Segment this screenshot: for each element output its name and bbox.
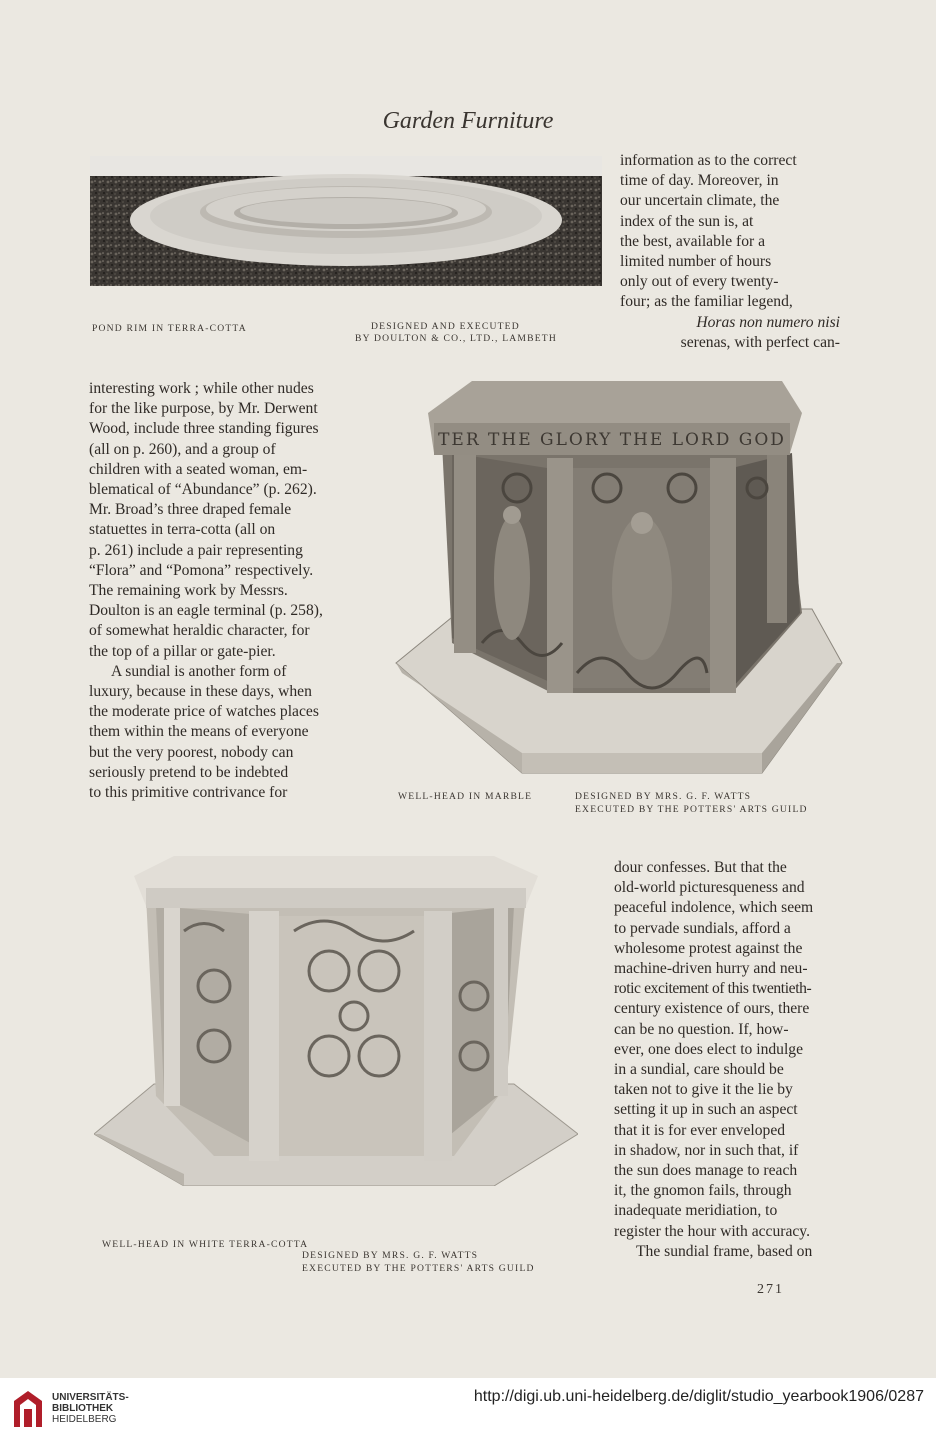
text-line: our uncertain climate, the [620,192,780,210]
text-line: children with a seated woman, em- [89,460,308,478]
text-line: the sun does manage to reach [614,1162,798,1180]
text-line: of somewhat heraldic character, for [89,622,310,640]
text-line: dour confesses. But that the [614,859,787,876]
text-line: wholesome protest against the [614,939,803,957]
marble-caption-left: WELL-HEAD IN MARBLE [398,791,533,802]
text-line: The remaining work by Messrs. [89,582,288,600]
text-line: p. 261) include a pair representing [89,541,303,559]
text-line: but the very poorest, nobody can [89,743,294,761]
text-line: them within the means of everyone [89,723,309,741]
text-line: for the like purpose, by Mr. Derwent [89,400,318,418]
text-line: Doulton is an eagle terminal (p. 258), [89,602,323,620]
text-line: only out of every twenty- [620,273,779,291]
running-title: Garden Furniture [382,108,554,134]
text-line-latin: Horas non numero nisi [696,313,840,331]
text-line: four; as the familiar legend, [620,293,793,311]
text-line: index of the sun is, at [620,212,754,230]
text-line: rotic excitement of this twentieth- [614,980,812,998]
text-line: blematical of “Abundance” (p. 262). [89,481,317,499]
text-line: inadequate meridiation, to [614,1202,778,1220]
permalink-url[interactable]: http://digi.ub.uni-heidelberg.de/diglit/studio_yearbook1906/0287 [473,1388,924,1405]
text-line: information as to the correct [620,152,797,169]
text-line: statuettes in terra-cotta (all on [89,521,276,539]
text-line: Wood, include three standing figures [89,420,319,438]
text-column-bottom-right [614,858,840,1262]
marble-caption-right-2: EXECUTED BY THE POTTERS' ARTS GUILD [575,804,808,815]
library-name-line: UNIVERSITÄTS- [52,1392,129,1403]
text-line: the best, available for a [620,232,766,250]
text-column-top-right [620,151,840,353]
footer-bar [0,1378,936,1445]
text-line: old-world picturesqueness and [614,879,805,897]
pond-caption-right-2: BY DOULTON & CO., LTD., LAMBETH [355,333,557,344]
library-name-line: HEIDELBERG [52,1414,117,1425]
text-line: “Flora” and “Pomona” respectively. [89,561,314,579]
text-line: seriously pretend to be indebted [89,763,289,781]
pond-caption-right-1: DESIGNED AND EXECUTED [371,321,520,332]
text-line: in shadow, nor in such that, if [614,1141,799,1159]
rim-inscription: TER THE GLORY THE LORD GOD [438,430,786,450]
university-library-logo-icon[interactable] [10,1387,46,1431]
text-line: serenas, with perfect can- [680,333,840,351]
text-line: the top of a pillar or gate-pier. [89,642,276,660]
terracotta-caption-3: EXECUTED BY THE POTTERS' ARTS GUILD [302,1263,535,1274]
marble-caption-right-1: DESIGNED BY MRS. G. F. WATTS [575,791,752,802]
text-line: that it is for ever enveloped [614,1121,786,1139]
text-line: (all on p. 260), and a group of [89,440,276,458]
text-column-left [89,379,351,803]
text-line: century existence of ours, there [614,1000,810,1018]
text-line: A sundial is another form of [111,662,287,680]
terracotta-well-head-photo [94,856,578,1186]
terracotta-caption-2: DESIGNED BY MRS. G. F. WATTS [302,1250,479,1261]
text-line: to this primitive contrivance for [89,784,288,802]
text-line: Mr. Broad’s three draped female [89,501,292,519]
text-line: the moderate price of watches places [89,703,319,721]
text-line: setting it up in such an aspect [614,1101,798,1119]
pond-rim-photo [90,156,602,286]
text-line: ever, one does elect to indulge [614,1040,804,1058]
library-name-line: BIBLIOTHEK [52,1403,114,1414]
library-name[interactable] [52,1392,129,1425]
text-line: peaceful indolence, which seem [614,899,814,917]
text-line: taken not to give it the lie by [614,1081,793,1099]
text-line: it, the gnomon fails, through [614,1182,792,1200]
marble-well-head-photo [392,373,846,781]
text-line: machine-driven hurry and neu- [614,960,808,978]
text-line: limited number of hours [620,253,772,271]
text-line: in a sundial, care should be [614,1061,784,1079]
text-line: The sundial frame, based on [636,1242,813,1260]
terracotta-caption-1: WELL-HEAD IN WHITE TERRA-COTTA [102,1239,309,1250]
text-line: luxury, because in these days, when [89,683,312,701]
text-line: register the hour with accuracy. [614,1222,810,1240]
page-number: 271 [757,1282,784,1297]
text-line: interesting work ; while other nudes [89,380,314,397]
pond-caption-left: POND RIM IN TERRA-COTTA [92,323,247,334]
text-line: can be no question. If, how- [614,1020,789,1038]
text-line: to pervade sundials, afford a [614,919,791,937]
text-line: time of day. Moreover, in [620,172,779,190]
